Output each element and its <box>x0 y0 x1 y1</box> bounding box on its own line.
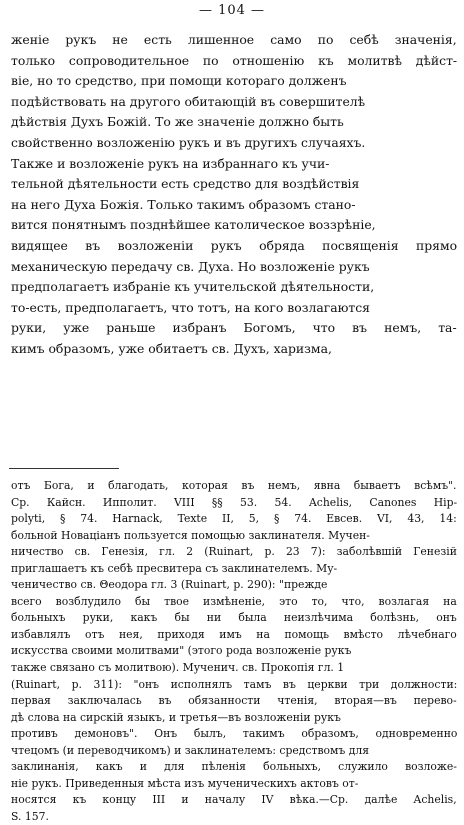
footnote-line: (Ruinart, p. 311): "онъ исполнялъ тамъ въ церкви три должности: <box>11 677 457 691</box>
footnote-line: больныхъ руки, какъ бы ни была неизлѣчима болѣзнь, онъ <box>11 611 457 625</box>
footnote-line: противъ демоновъ". Онъ былъ, такимъ образомъ, одновременно <box>11 727 457 741</box>
text-line: свойственно возложенію рукъ и въ другихъ случаяхъ. <box>11 134 366 150</box>
footnote-line: первая заключалась въ обязанности чтенія, вторая—въ перево- <box>11 694 457 708</box>
text-line: дѣйствія Духъ Божій. То же значеніе должно быть <box>11 114 344 130</box>
footnote-line: чтецомъ (и переводчикомъ) и заклинателемъ: средствомъ для <box>11 743 370 757</box>
page-number: — 104 — <box>198 3 266 18</box>
text-line: на него Духа Божія. Только такимъ образомъ стано- <box>11 196 356 212</box>
text-line: Также и возложеніе рукъ на избраннаго къ учи- <box>11 155 330 171</box>
footnote-line: больной Новаціанъ пользуется помощью заклинателя. Мучен- <box>11 528 370 542</box>
footnote-line: дѣ слова на сирскій языкъ, и третья—въ возложеніи рукъ <box>11 710 341 724</box>
text-line: подѣйствовать на другого обитающій въ совершителѣ <box>11 93 366 109</box>
footnote-line: ченичество св. Θеодора гл. 3 (Ruinart, p. 290): "прежде <box>11 578 328 592</box>
footnote-line: избавлялъ отъ нея, приходя имъ на помощь вмѣсто лѣчебнаго <box>11 627 457 641</box>
footnote-line: искусства своими молитвами" (этого рода возложеніе рукъ <box>11 644 352 658</box>
footnote-line: заклинанія, какъ и для пѣленія больныхъ, служило возложе- <box>11 760 457 774</box>
text-line: вится понятнымъ позднѣйшее католическое воззрѣніе, <box>11 217 376 233</box>
footnote-line: также связано съ молитвою). Мученич. св. Прокопія гл. 1 <box>11 661 345 675</box>
footnote-line: отъ Бога, и благодать, которая въ немъ, явна бываетъ всѣмъ". <box>11 479 457 492</box>
footnote-line: ничество св. Генезія, гл. 2 (Ruinart, p. 23 7): заболѣвшій Генезій <box>11 545 457 559</box>
text-line: руки, уже раньше избранъ Богомъ, что въ немъ, та- <box>11 320 457 336</box>
text-line: кимъ образомъ, уже обитаетъ св. Духъ, харизма, <box>11 340 332 356</box>
text-line: то-есть, предполагаетъ, что тотъ, на кого возлагаются <box>11 299 370 315</box>
footnote-line: всего возблудило бы твое измѣненіе, это то, что, возлагая на <box>11 594 457 608</box>
footnote-line: Ср. Кайсн. Ипполит. VIII §§ 53. 54. Achelis, Canones Hip- <box>11 495 457 509</box>
text-line: тельной дѣятельности есть средство для воздѣйствія <box>11 176 360 192</box>
footnote-line: S. 157. <box>11 809 49 823</box>
footnote-line: polyti, § 74. Harnack, Texte II, 5, § 74. Евсев. VI, 43, 14: <box>11 512 457 526</box>
footnote-line: ніе рукъ. Приведенныя мѣста изъ мученическихъ актовъ от- <box>11 776 359 790</box>
text-line: механическую передачу св. Духа. Но возложеніе рукъ <box>11 258 370 274</box>
text-line: віе, но то средство, при помощи котораго долженъ <box>11 73 347 89</box>
text-line: женіе рукъ не есть лишенное само по себѣ значенія, <box>11 32 457 47</box>
footnote-line: приглашаетъ къ себѣ пресвитера съ заклинателемъ. Му- <box>11 561 338 575</box>
text-line: только сопроводительное по отношенію къ молитвѣ дѣйст- <box>11 52 457 68</box>
text-line: видящее въ возложеніи рукъ обряда посвященія прямо <box>11 237 457 253</box>
text-line: предполагаетъ избраніе къ учительской дѣятельности, <box>11 279 375 295</box>
footnote-text <box>11 478 457 825</box>
footnote-line: носятся къ концу III и началу IV вѣка.—Ср. далѣе Achelis, <box>11 793 457 807</box>
footnote-divider <box>9 468 119 469</box>
main-text <box>11 30 457 360</box>
